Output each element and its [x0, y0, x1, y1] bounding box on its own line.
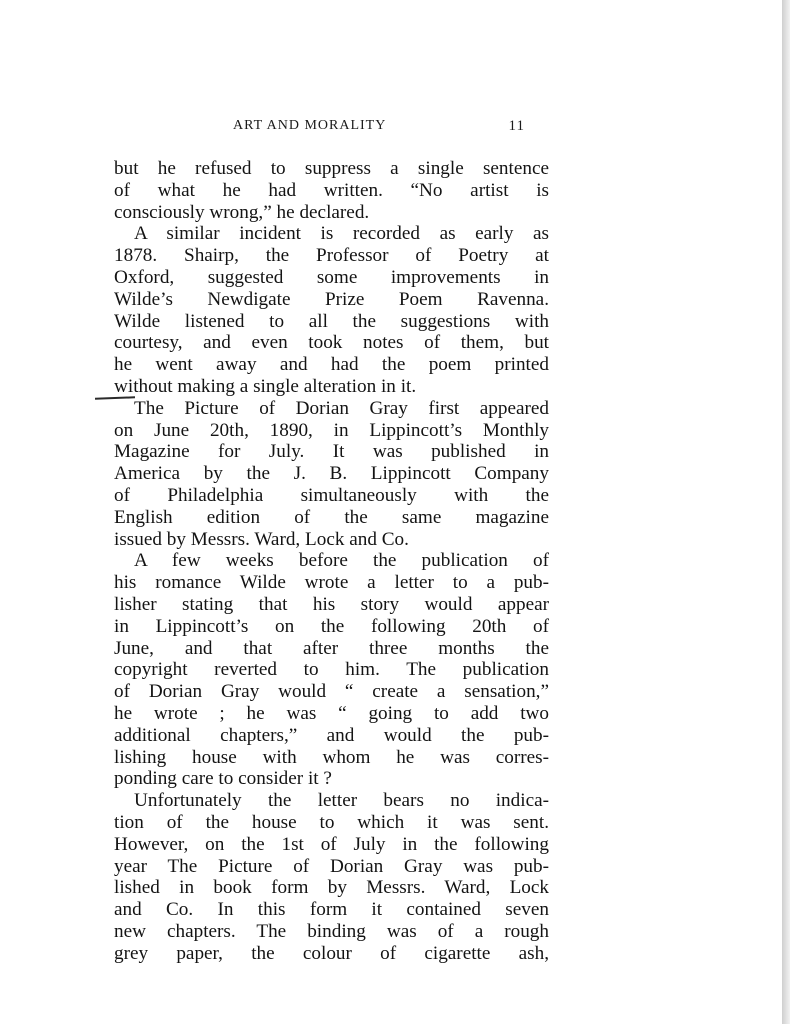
text-line: of Philadelphia simultaneously with the	[114, 484, 549, 506]
text-line: without making a single alteration in it.	[114, 375, 417, 397]
text-line: Unfortunately the letter bears no indica-	[134, 790, 549, 812]
page-number: 11	[508, 118, 525, 134]
text-line: courtesy, and even took notes of them, but	[114, 332, 549, 354]
text-line: Wilde listened to all the suggestions with	[114, 310, 549, 332]
text-line: his romance Wilde wrote a letter to a pub-	[114, 572, 549, 594]
text-line: tion of the house to which it was sent.	[114, 811, 549, 833]
text-line: new chapters. The binding was of a rough	[114, 920, 549, 942]
page-edge	[782, 0, 790, 1024]
text-line: additional chapters,” and would the pub-	[114, 724, 549, 746]
text-line: lisher stating that his story would appear	[114, 593, 549, 615]
text-line: of what he had written. “No artist is	[114, 179, 549, 201]
text-line: Magazine for July. It was published in	[114, 441, 549, 463]
text-line: and Co. In this form it contained seven	[114, 899, 549, 921]
text-line: consciously wrong,” he declared.	[114, 201, 370, 223]
text-line: A few weeks before the publication of	[134, 550, 549, 572]
body-text	[114, 158, 549, 964]
text-line: ponding care to consider it ?	[114, 768, 332, 790]
text-line: he went away and had the poem printed	[114, 354, 549, 376]
text-line: he wrote ; he was “ going to add two	[114, 702, 549, 724]
text-line: America by the J. B. Lippincott Company	[114, 463, 549, 485]
text-line: lished in book form by Messrs. Ward, Lock	[114, 877, 549, 899]
running-header	[233, 118, 525, 138]
text-line: but he refused to suppress a single sentence	[114, 158, 549, 179]
text-line: The Picture of Dorian Gray first appeared	[134, 397, 549, 419]
text-line: in Lippincott’s on the following 20th of	[114, 615, 549, 637]
text-line: on June 20th, 1890, in Lippincott’s Monthly	[114, 419, 549, 441]
text-line: grey paper, the colour of cigarette ash,	[114, 942, 549, 964]
text-line: Wilde’s Newdigate Prize Poem Ravenna.	[114, 288, 549, 310]
text-line: English edition of the same magazine	[114, 506, 549, 528]
text-line: year The Picture of Dorian Gray was pub-	[114, 855, 549, 877]
text-line: A similar incident is recorded as early as	[134, 223, 549, 245]
chapter-title: ART AND MORALITY	[233, 118, 387, 133]
text-line: However, on the 1st of July in the following	[114, 833, 549, 855]
text-line: Oxford, suggested some improvements in	[114, 266, 549, 288]
text-line: 1878. Shairp, the Professor of Poetry at	[114, 245, 549, 267]
text-line: copyright reverted to him. The publication	[114, 659, 549, 681]
text-line: June, and that after three months the	[114, 637, 549, 659]
text-line: of Dorian Gray would “ create a sensation,”	[114, 681, 549, 703]
text-line: lishing house with whom he was corres-	[114, 746, 549, 768]
text-line: issued by Messrs. Ward, Lock and Co.	[114, 528, 409, 550]
